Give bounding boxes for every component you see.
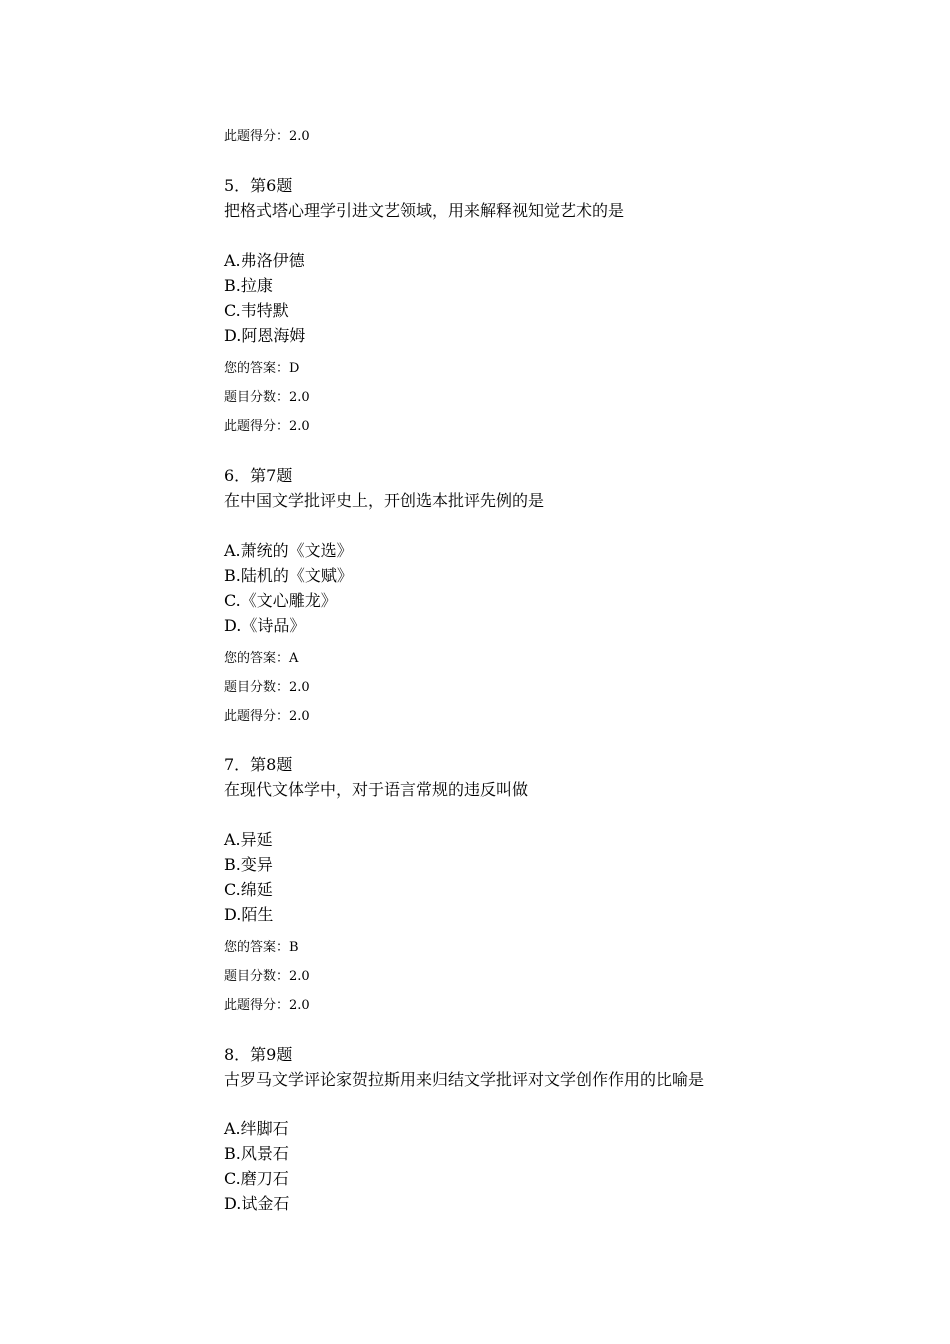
- previous-question-score: [224, 128, 310, 146]
- question-number: 5．第6题: [224, 176, 293, 195]
- your-answer: 您的答案：B: [224, 940, 299, 955]
- option-b: B.拉康: [224, 276, 273, 295]
- option-a: A.绊脚石: [224, 1119, 289, 1138]
- option-a: A.异延: [224, 830, 273, 849]
- question-stem: 在现代文体学中，对于语言常规的违反叫做: [224, 780, 529, 799]
- question-points: 题目分数：2.0: [224, 969, 310, 984]
- question-points: 题目分数：2.0: [224, 390, 310, 405]
- question-stem: 古罗马文学评论家贺拉斯用来归结文学批评对文学创作作用的比喻是: [224, 1070, 705, 1089]
- option-c: C.绵延: [224, 880, 273, 899]
- question-number: 6．第7题: [224, 466, 293, 485]
- question-score: 此题得分：2.0: [224, 419, 310, 434]
- option-d: D.陌生: [224, 905, 274, 924]
- option-d: D.阿恩海姆: [224, 326, 306, 345]
- score-value: 2.0: [289, 129, 310, 144]
- option-c: C.韦特默: [224, 301, 289, 320]
- question-stem: 把格式塔心理学引进文艺领域，用来解释视知觉艺术的是: [224, 201, 625, 220]
- option-c: C.《文心雕龙》: [224, 591, 337, 610]
- option-b: B.风景石: [224, 1144, 289, 1163]
- option-b: B.变异: [224, 855, 273, 874]
- option-d: D.《诗品》: [224, 616, 306, 635]
- question-stem: 在中国文学批评史上，开创选本批评先例的是: [224, 491, 545, 510]
- question-number: 7．第8题: [224, 755, 293, 774]
- option-c: C.磨刀石: [224, 1169, 289, 1188]
- question-number: 8．第9题: [224, 1045, 293, 1064]
- option-a: A.弗洛伊德: [224, 251, 305, 270]
- question-score: 此题得分：2.0: [224, 998, 310, 1013]
- option-d: D.试金石: [224, 1194, 290, 1213]
- option-a: A.萧统的《文选》: [224, 541, 353, 560]
- your-answer: 您的答案：D: [224, 361, 300, 376]
- your-answer: 您的答案：A: [224, 651, 299, 666]
- question-score: 此题得分：2.0: [224, 709, 310, 724]
- question-points: 题目分数：2.0: [224, 680, 310, 695]
- score-label: 此题得分：: [224, 129, 290, 144]
- option-b: B.陆机的《文赋》: [224, 566, 353, 585]
